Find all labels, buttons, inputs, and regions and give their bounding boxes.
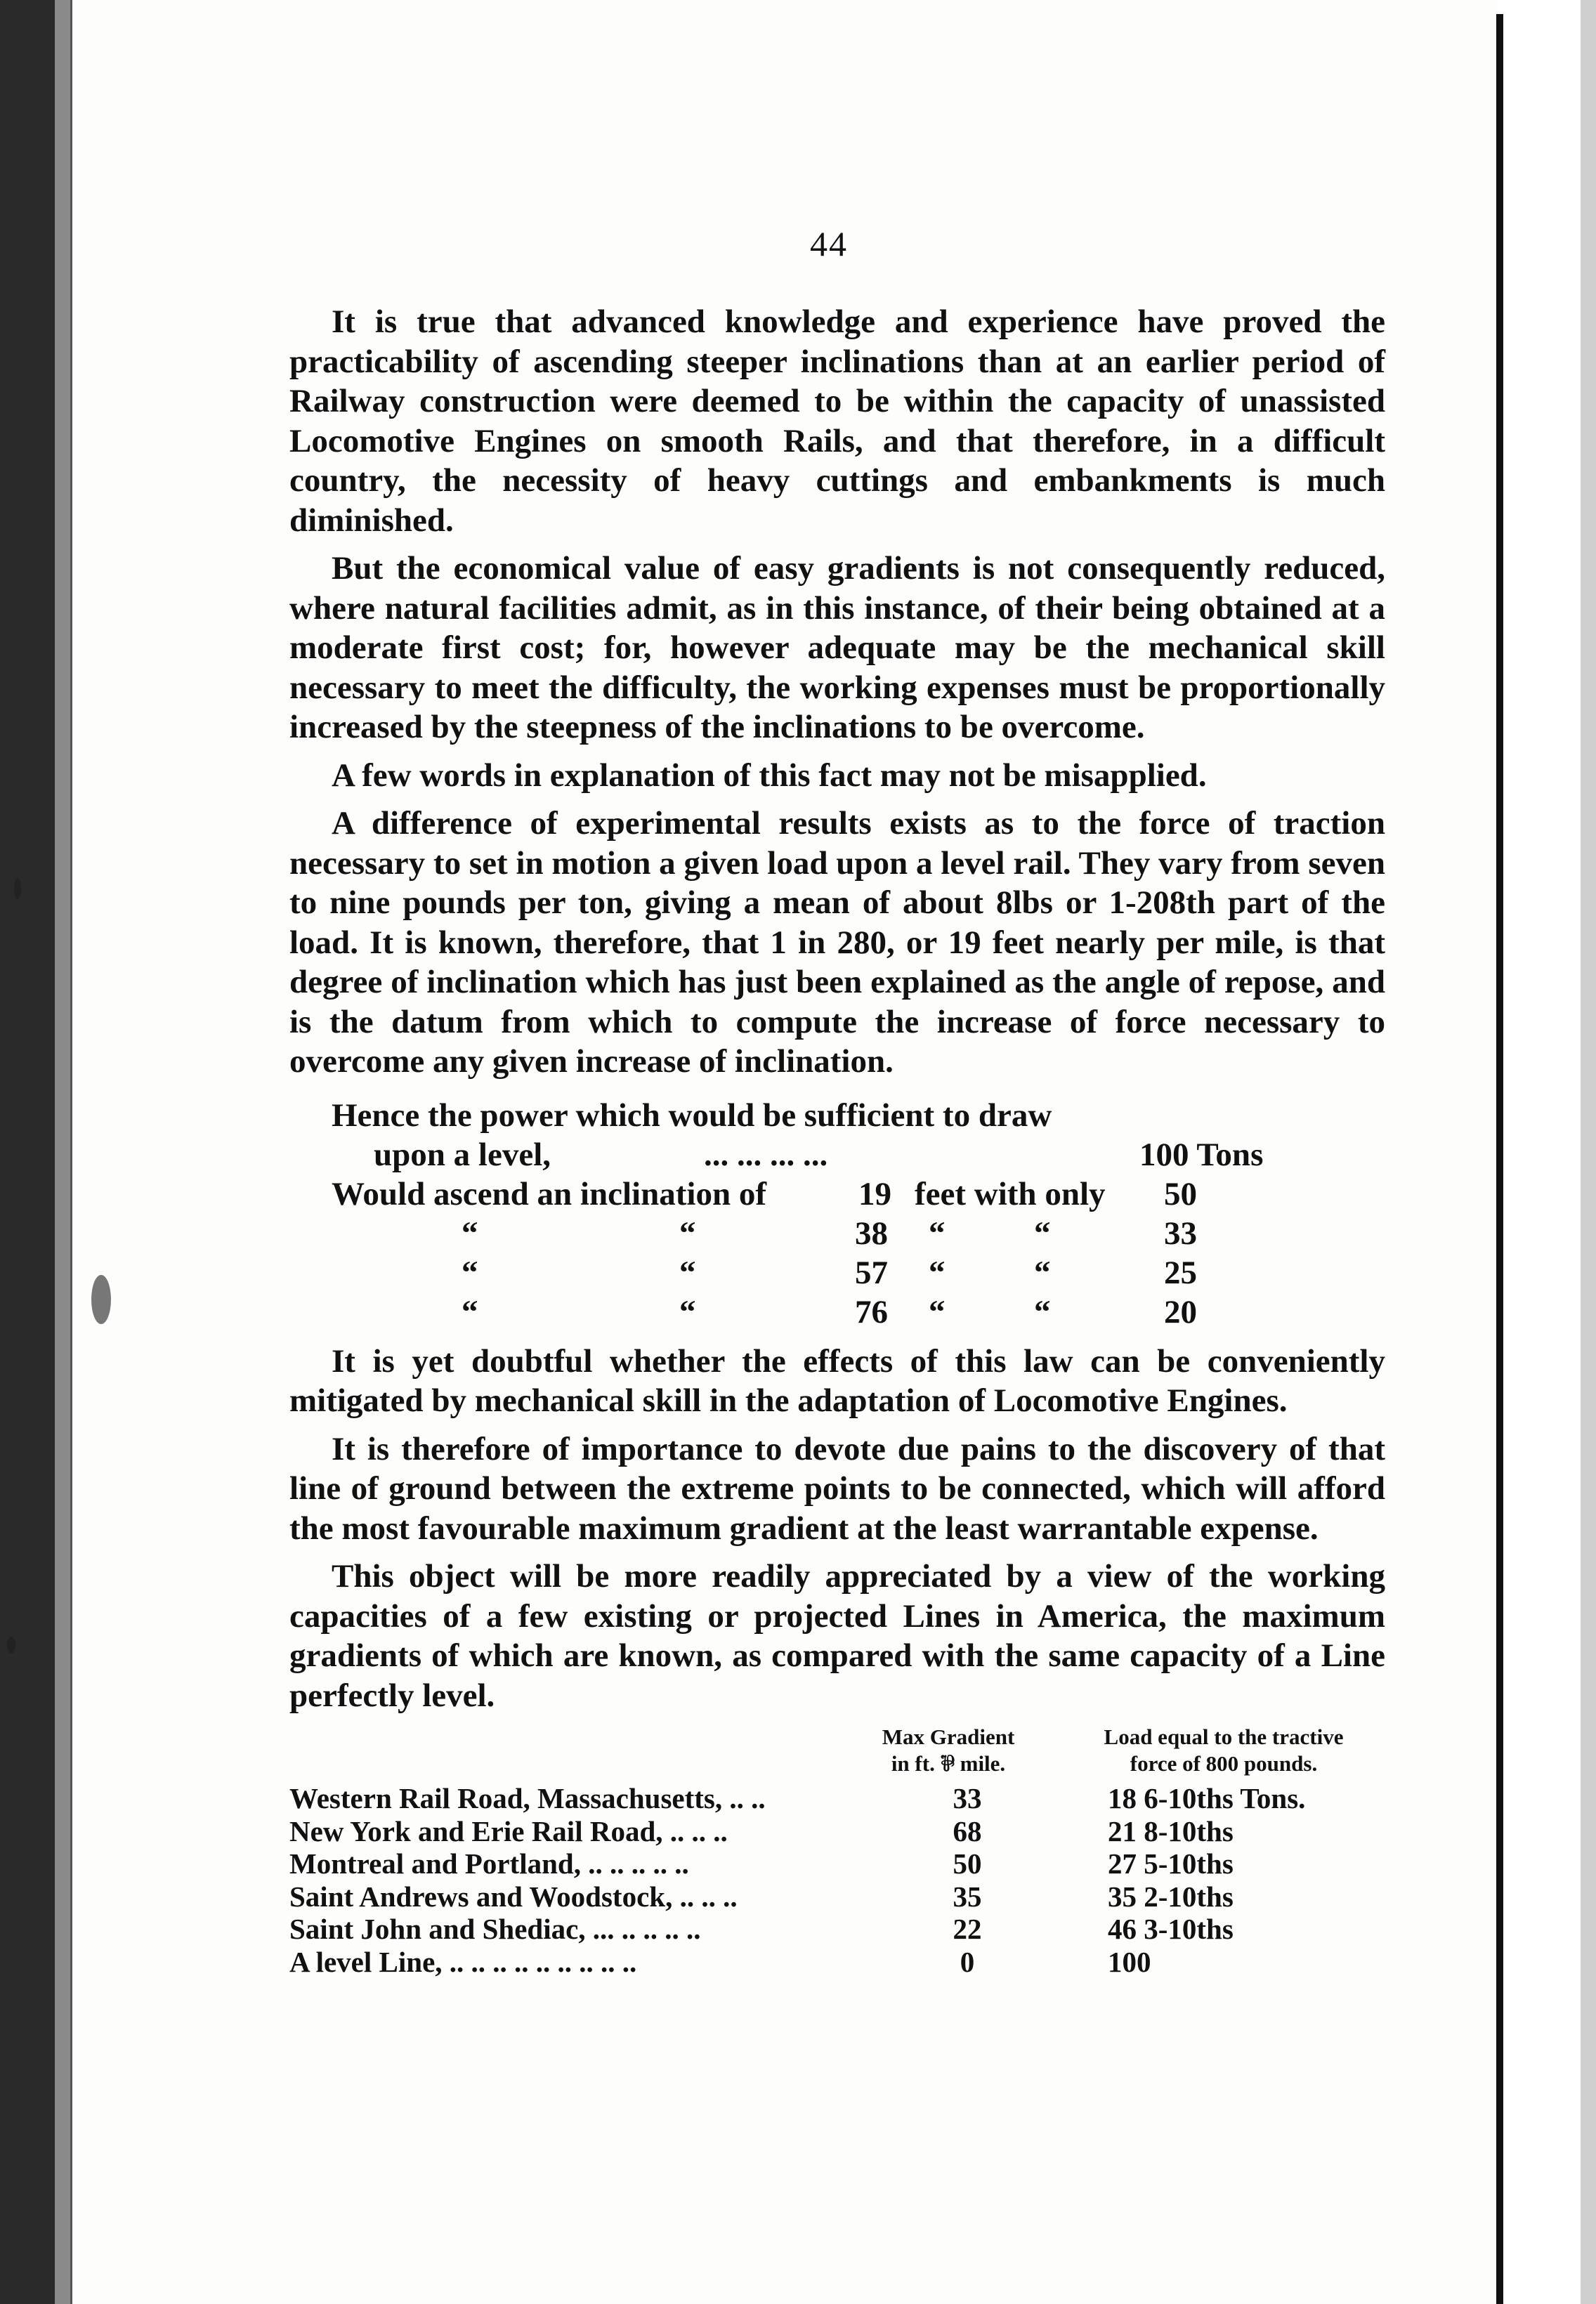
power-table bbox=[289, 1096, 1385, 1332]
line-gradient: 50 bbox=[953, 1847, 982, 1880]
power-table-row-19 bbox=[289, 1174, 1385, 1214]
power-ascend-value: 50 bbox=[1164, 1175, 1197, 1212]
line-load: 46 3-10ths bbox=[1108, 1913, 1234, 1945]
ditto-mark: “ bbox=[1034, 1254, 1051, 1291]
line-load: 18 6-10ths Tons. bbox=[1108, 1782, 1306, 1814]
power-table-row-level bbox=[289, 1135, 1385, 1174]
ditto-mark: “ bbox=[462, 1293, 478, 1330]
power-ascend-feet: 19 bbox=[858, 1175, 891, 1212]
gradient-header-line2: in ft. ⅌ mile. bbox=[891, 1751, 1006, 1776]
ditto-mark: “ bbox=[462, 1254, 478, 1291]
line-name: Western Rail Road, Massachusetts, .. .. bbox=[289, 1782, 766, 1814]
line-name: Saint John and Shediac, ... .. .. .. .. bbox=[289, 1913, 701, 1945]
scan-artifact bbox=[7, 1637, 15, 1654]
ditto-mark: “ bbox=[679, 1293, 696, 1330]
power-row-feet: 76 bbox=[855, 1293, 888, 1330]
load-header bbox=[1055, 1724, 1392, 1777]
paragraph-doubtful: It is yet doubtful whether the effects of this law can be conveniently mitigated by mechanical skill in the adaptation of Locomotive Engines. bbox=[289, 1342, 1385, 1419]
ditto-mark: “ bbox=[1034, 1215, 1051, 1252]
power-row-value: 25 bbox=[1164, 1254, 1197, 1291]
power-row-value: 20 bbox=[1164, 1293, 1197, 1330]
line-name: Saint Andrews and Woodstock, .. .. .. bbox=[289, 1880, 738, 1913]
line-gradient: 68 bbox=[953, 1814, 982, 1847]
table-row bbox=[289, 1909, 1385, 1945]
paragraph-few-words: A few words in explanation of this fact may not be misapplied. bbox=[332, 757, 1207, 794]
lines-table bbox=[289, 1724, 1385, 1978]
line-gradient: 22 bbox=[953, 1913, 982, 1945]
power-table-intro bbox=[289, 1096, 1385, 1135]
table-row bbox=[289, 1812, 1385, 1845]
ditto-mark: “ bbox=[679, 1254, 696, 1291]
line-load: 100 bbox=[1108, 1945, 1151, 1978]
lines-table-header bbox=[289, 1724, 1385, 1779]
book-spine-shadow bbox=[0, 0, 55, 2304]
power-level-value: 100 Tons bbox=[1139, 1136, 1264, 1173]
ditto-mark: “ bbox=[929, 1254, 946, 1291]
table-row bbox=[289, 1877, 1385, 1913]
line-load: 27 5-10ths bbox=[1108, 1847, 1234, 1880]
table-row bbox=[289, 1779, 1385, 1812]
gradient-header-line1: Max Gradient bbox=[882, 1724, 1015, 1749]
load-header-line1: Load equal to the tractive bbox=[1104, 1724, 1344, 1749]
power-ascend-label: Would ascend an inclination of bbox=[332, 1175, 766, 1212]
line-gradient: 33 bbox=[953, 1782, 982, 1814]
line-name: New York and Erie Rail Road, .. .. .. bbox=[289, 1814, 728, 1847]
paragraph-economical-value: But the economical value of easy gradients is not consequently reduced, where natural facilities admit, as in this instance, of their being obtained at a moderate first cost; for, however adequate may be the mechanical skill necessary to meet the difficulty, the working expenses must be proportionally increased by the steepness of the inclinations to be overcome. bbox=[289, 550, 1385, 745]
ditto-mark: “ bbox=[929, 1215, 946, 1252]
line-gradient: 0 bbox=[960, 1945, 975, 1978]
page-body bbox=[289, 302, 1385, 1978]
ditto-mark: “ bbox=[929, 1293, 946, 1330]
power-row-value: 33 bbox=[1164, 1215, 1197, 1252]
paragraph-object: This object will be more readily appreciated by a view of the working capacities of a few existing or projected Lines in America, the maximum gradients of which are known, as compared with the same capacity of a Line perfectly level. bbox=[289, 1558, 1385, 1714]
table-row bbox=[289, 1942, 1385, 1978]
line-name: Montreal and Portland, .. .. .. .. .. bbox=[289, 1847, 689, 1880]
power-row-feet: 57 bbox=[855, 1254, 888, 1291]
power-ascend-mid: feet with only bbox=[915, 1175, 1106, 1212]
gradient-header bbox=[857, 1724, 1040, 1777]
line-load: 21 8-10ths bbox=[1108, 1814, 1234, 1847]
power-row-feet: 38 bbox=[855, 1215, 888, 1252]
power-table-row-38 bbox=[289, 1214, 1385, 1253]
paragraph-advanced-knowledge: It is true that advanced knowledge and experience have proved the practicability of ascending steeper inclinations than at an earlier period of Railway construction were deemed to be within the capacity of unassisted Locomotive Engines on smooth Rails, and that therefore, in a difficult country, the necessity of heavy cuttings and embankments is much diminished. bbox=[289, 303, 1385, 539]
power-table-row-76 bbox=[289, 1292, 1385, 1332]
table-row bbox=[289, 1844, 1385, 1880]
power-table-row-57 bbox=[289, 1253, 1385, 1292]
ditto-mark: “ bbox=[1034, 1293, 1051, 1330]
scan-artifact bbox=[14, 878, 21, 899]
book-gutter bbox=[55, 0, 70, 2304]
ditto-mark: “ bbox=[462, 1215, 478, 1252]
power-level-label: upon a level, bbox=[374, 1136, 551, 1173]
line-load: 35 2-10ths bbox=[1108, 1880, 1234, 1913]
page-edge-right bbox=[1496, 14, 1503, 2304]
power-intro-text: Hence the power which would be sufficient to draw bbox=[332, 1097, 1052, 1134]
scan-artifact bbox=[91, 1275, 111, 1324]
load-header-line2: force of 800 pounds. bbox=[1130, 1751, 1318, 1776]
page-number: 44 bbox=[810, 224, 848, 263]
power-level-dots: ... ... ... ... bbox=[704, 1136, 828, 1173]
line-name: A level Line, .. .. .. .. .. .. .. .. .. bbox=[289, 1945, 637, 1978]
line-gradient: 35 bbox=[953, 1880, 982, 1913]
ditto-mark: “ bbox=[679, 1215, 696, 1252]
paragraph-importance: It is therefore of importance to devote due pains to the discovery of that line of ground between the extreme points to be connected, which will afford the most favourable maximum gradient at the least warrantable expense. bbox=[289, 1430, 1385, 1547]
paragraph-traction: A difference of experimental results exists as to the force of traction necessary to set in motion a given load upon a level rail. They vary from seven to nine pounds per ton, giving a mean of about 8lbs or 1-208th part of the load. It is known, therefore, that 1 in 280, or 19 feet nearly per mile, is that degree of inclination which has just been explained as the angle of repose, and is the datum from which to compute the increase of force necessary to overcome any given increase of inclination. bbox=[289, 805, 1385, 1080]
facing-page-edge bbox=[1581, 0, 1596, 2304]
